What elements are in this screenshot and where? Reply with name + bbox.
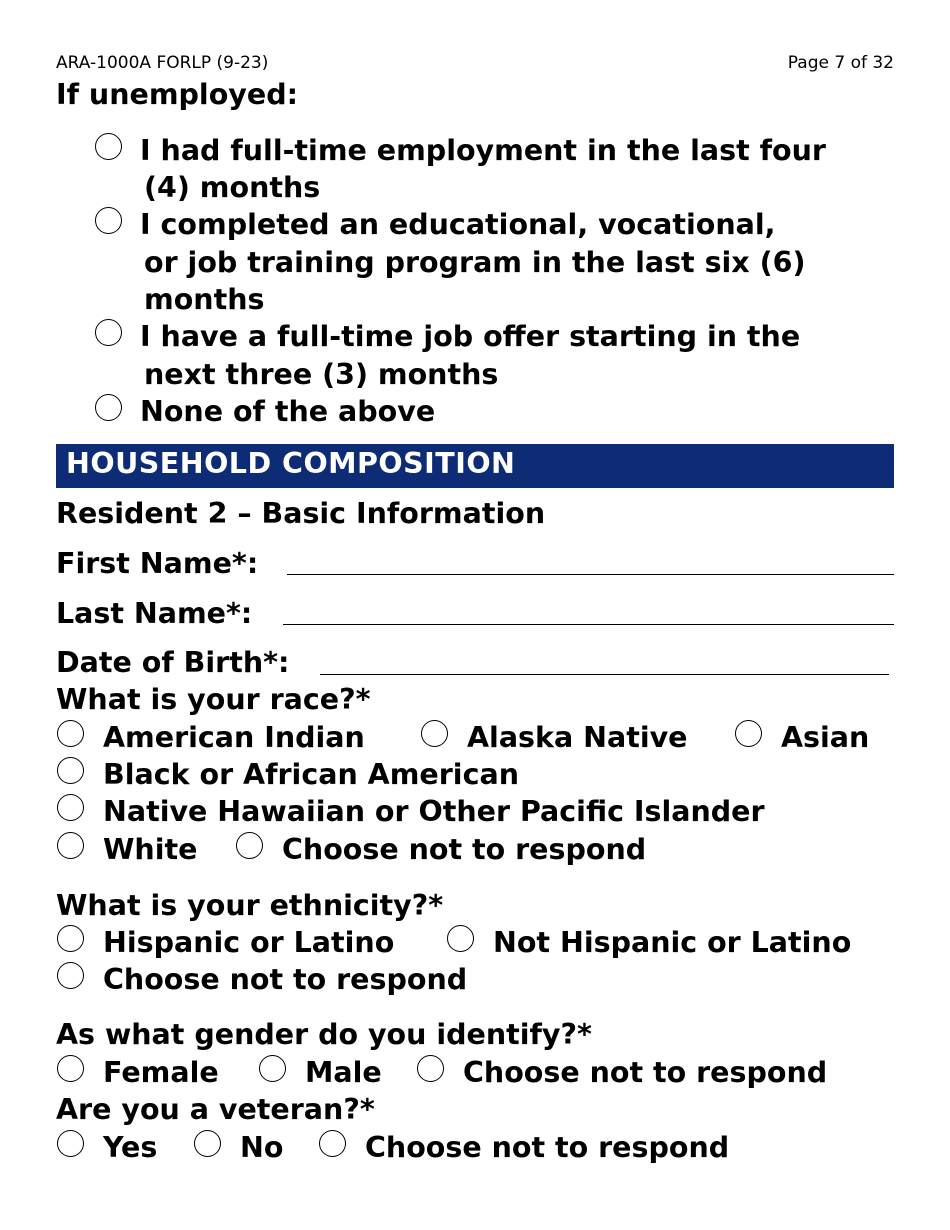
subsection-title: Resident 2 – Basic Information xyxy=(56,497,546,530)
gender-question: As what gender do you identify?* xyxy=(56,1018,592,1051)
radio-veteran-no-response[interactable] xyxy=(319,1130,346,1157)
option-label: Female xyxy=(103,1056,219,1089)
section-header xyxy=(56,444,894,488)
option-label: Hispanic or Latino xyxy=(103,926,395,959)
radio-race-no-response[interactable] xyxy=(236,832,263,859)
radio-veteran-yes[interactable] xyxy=(57,1130,84,1157)
option-label: I completed an educational, vocational, xyxy=(140,208,776,241)
radio-veteran-no[interactable] xyxy=(194,1130,221,1157)
option-label: I have a full-time job offer starting in the xyxy=(140,320,801,353)
radio-race-pacific-islander[interactable] xyxy=(57,794,84,821)
radio-race-alaska-native[interactable] xyxy=(421,720,448,747)
option-label: I had full-time employment in the last four xyxy=(140,134,826,167)
last-name-input[interactable] xyxy=(283,624,894,625)
option-label-cont: next three (3) months xyxy=(144,358,499,391)
radio-race-white[interactable] xyxy=(57,832,84,859)
option-label-cont: or job training program in the last six (6) xyxy=(144,246,806,279)
radio-unemployed-none[interactable] xyxy=(95,394,122,421)
first-name-input[interactable] xyxy=(287,574,894,575)
page-number: Page 7 of 32 xyxy=(787,53,894,73)
option-label: American Indian xyxy=(103,721,365,754)
form-id: ARA-1000A FORLP (9-23) xyxy=(56,53,269,73)
first-name-label: First Name*: xyxy=(56,547,259,580)
option-label: Not Hispanic or Latino xyxy=(493,926,852,959)
race-question: What is your race?* xyxy=(56,683,371,716)
radio-unemployed-fulltime-4mo[interactable] xyxy=(95,133,122,160)
option-label: None of the above xyxy=(140,395,436,428)
radio-race-black[interactable] xyxy=(57,757,84,784)
option-label-cont: months xyxy=(144,283,265,316)
ethnicity-question: What is your ethnicity?* xyxy=(56,889,444,922)
dob-label: Date of Birth*: xyxy=(56,646,290,679)
veteran-question: Are you a veteran?* xyxy=(56,1093,375,1126)
option-label: Male xyxy=(305,1056,382,1089)
radio-gender-male[interactable] xyxy=(259,1055,286,1082)
unemployed-heading: If unemployed: xyxy=(56,78,298,111)
radio-gender-female[interactable] xyxy=(57,1055,84,1082)
section-title: HOUSEHOLD COMPOSITION xyxy=(66,447,516,480)
radio-ethnicity-no-response[interactable] xyxy=(57,962,84,989)
radio-race-american-indian[interactable] xyxy=(57,720,84,747)
dob-input[interactable] xyxy=(320,674,889,675)
radio-unemployed-job-offer[interactable] xyxy=(95,319,122,346)
option-label: Alaska Native xyxy=(467,721,688,754)
radio-ethnicity-not-hispanic[interactable] xyxy=(447,925,474,952)
option-label: Choose not to respond xyxy=(463,1056,828,1089)
option-label: Choose not to respond xyxy=(365,1131,730,1164)
option-label: Black or African American xyxy=(103,758,519,791)
option-label: No xyxy=(240,1131,284,1164)
radio-unemployed-training-6mo[interactable] xyxy=(95,207,122,234)
option-label: Asian xyxy=(781,721,870,754)
option-label: Yes xyxy=(103,1131,158,1164)
option-label: Choose not to respond xyxy=(282,833,647,866)
last-name-label: Last Name*: xyxy=(56,597,253,630)
radio-gender-no-response[interactable] xyxy=(417,1055,444,1082)
option-label: Choose not to respond xyxy=(103,963,468,996)
option-label: Native Hawaiian or Other Pacific Islander xyxy=(103,795,765,828)
radio-ethnicity-hispanic[interactable] xyxy=(57,925,84,952)
option-label: White xyxy=(103,833,198,866)
option-label-cont: (4) months xyxy=(144,171,321,204)
radio-race-asian[interactable] xyxy=(735,720,762,747)
